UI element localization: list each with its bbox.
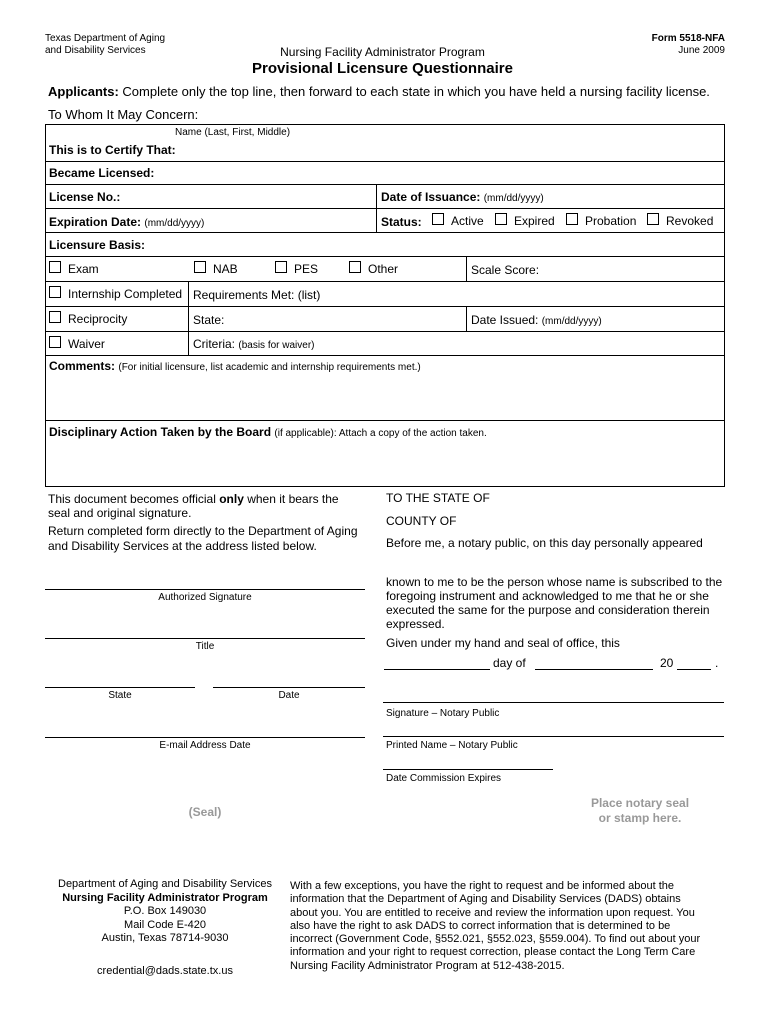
- date-line: [213, 687, 365, 688]
- status-expired-label: Expired: [514, 214, 555, 228]
- agency-name-line2: and Disability Services: [45, 45, 146, 56]
- form-number: Form 5518-NFA: [651, 33, 725, 44]
- date-issued-format-hint: (mm/dd/yyyy): [541, 316, 602, 327]
- status-active-label: Active: [451, 214, 484, 228]
- comments-field[interactable]: [49, 375, 719, 417]
- return-instructions-line2: and Disability Services at the address listed below.: [48, 539, 317, 553]
- privacy-line: incorrect (Government Code, §552.021, §552.023, §559.004). To find out about your: [290, 933, 701, 946]
- notary-year-field[interactable]: [677, 654, 711, 670]
- official-notice-line2: seal and original signature.: [48, 506, 192, 520]
- notary-county-field[interactable]: [465, 512, 720, 530]
- basis-nab-label: NAB: [213, 262, 238, 276]
- applicants-text: Complete only the top line, then forward to each state in which you have held a nursing facility license.: [122, 84, 710, 99]
- comments: [49, 359, 421, 373]
- expiration-date: [49, 215, 204, 229]
- internship-label: Internship Completed: [68, 287, 183, 301]
- title-field[interactable]: [45, 621, 365, 639]
- appeared-person-field[interactable]: [386, 553, 720, 571]
- return-instructions-line1: Return completed form directly to the Department of Aging: [48, 524, 358, 538]
- commission-expires-field[interactable]: [383, 751, 553, 769]
- authorized-signature-field[interactable]: [45, 572, 365, 590]
- notary-printed-name-label: Printed Name – Notary Public: [386, 740, 518, 751]
- authorized-signature-label: Authorized Signature: [158, 592, 252, 603]
- became-licensed-field[interactable]: [160, 164, 720, 182]
- requirements-met-field[interactable]: [330, 285, 720, 303]
- disciplinary-field[interactable]: [49, 442, 719, 482]
- criteria-hint: (basis for waiver): [238, 340, 315, 351]
- disciplinary-action: [49, 425, 487, 439]
- agency-name-line1: Texas Department of Aging: [45, 33, 166, 44]
- notary-acknowledgment-line: executed the same for the purpose and consideration therein: [386, 603, 710, 617]
- requirements-met-label: Requirements Met: (list): [193, 288, 321, 302]
- address-line: Nursing Facility Administrator Program: [62, 891, 268, 904]
- privacy-line: about you. You are entitled to receive and review the information upon request. You: [290, 906, 695, 919]
- address-line: Mail Code E-420: [124, 918, 206, 931]
- date-signature-field[interactable]: [213, 670, 365, 688]
- year-prefix: 20: [660, 656, 674, 670]
- notary-day-field[interactable]: [384, 654, 490, 670]
- salutation: To Whom It May Concern:: [48, 107, 199, 122]
- date-format-hint: (mm/dd/yyyy): [483, 193, 544, 204]
- license-number-label: License No.:: [49, 190, 121, 204]
- date-of-issuance-field[interactable]: [545, 188, 720, 206]
- date-of-issuance: [381, 190, 544, 204]
- date-issued-label: Date Issued:: [471, 313, 539, 327]
- address-line: Department of Aging and Disability Services: [58, 878, 272, 890]
- notary-seal-placeholder-line1: Place notary seal: [590, 796, 690, 810]
- notary-signature-label: Signature – Notary Public: [386, 708, 500, 719]
- contact-email[interactable]: credential@dads.state.tx.us: [97, 965, 233, 977]
- date-of-issuance-label: Date of Issuance:: [381, 190, 481, 204]
- address-line: P.O. Box 149030: [123, 905, 207, 917]
- waiver-checkbox[interactable]: [49, 336, 61, 348]
- privacy-line: also have the right to ask DADS to correct information that is determined to be: [290, 919, 671, 932]
- email-date-line: [45, 737, 365, 738]
- basis-nab-checkbox[interactable]: [194, 261, 206, 273]
- official-notice-post: when it bears the: [247, 492, 339, 506]
- mailing-address: [45, 878, 285, 946]
- commission-expires-label: Date Commission Expires: [386, 773, 502, 784]
- disciplinary-label: Disciplinary Action Taken by the Board: [49, 425, 272, 439]
- applicants-instructions: [48, 84, 710, 99]
- official-notice-emphasis: only: [219, 492, 244, 506]
- official-notice-pre: This document becomes official: [48, 492, 216, 506]
- date-issued-field[interactable]: [600, 310, 720, 328]
- privacy-line: With a few exceptions, you have the right to request and be informed about the: [290, 880, 675, 892]
- year-period: .: [715, 656, 719, 670]
- expiration-date-field[interactable]: [210, 212, 370, 230]
- scale-score-field[interactable]: [540, 260, 720, 278]
- basis-pes-label: PES: [294, 262, 319, 276]
- state-signature-label: State: [108, 690, 132, 701]
- notary-year-line: [677, 669, 711, 670]
- notary-signature-field[interactable]: [383, 684, 724, 702]
- reciprocity-state-field[interactable]: [230, 310, 460, 328]
- notary-day-line: [384, 669, 490, 670]
- notary-acknowledgment-line: known to me to be the person whose name is subscribed to the: [386, 575, 723, 589]
- basis-pes-checkbox[interactable]: [275, 261, 287, 273]
- basis-exam-label: Exam: [68, 262, 99, 276]
- form-date: June 2009: [678, 45, 725, 56]
- title-line: [45, 638, 365, 639]
- name-format-hint: Name (Last, First, Middle): [175, 127, 291, 138]
- internship-checkbox[interactable]: [49, 286, 61, 298]
- basis-exam-checkbox[interactable]: [49, 261, 61, 273]
- status-probation-label: Probation: [585, 214, 637, 228]
- notary-given-under: Given under my hand and seal of office, this: [386, 636, 620, 650]
- basis-other-checkbox[interactable]: [349, 261, 361, 273]
- expiration-date-label: Expiration Date:: [49, 215, 142, 229]
- status-probation-checkbox[interactable]: [566, 213, 578, 225]
- disciplinary-hint: (if applicable): Attach a copy of the action taken.: [274, 428, 487, 439]
- comments-hint: (For initial licensure, list academic and internship requirements met.): [118, 362, 421, 373]
- reciprocity-checkbox[interactable]: [49, 311, 61, 323]
- expiration-date-format-hint: (mm/dd/yyyy): [144, 218, 205, 229]
- privacy-notice: [290, 880, 700, 973]
- notary-county-label: COUNTY OF: [386, 514, 457, 528]
- certify-label: This is to Certify That:: [49, 143, 176, 157]
- date-issued: [471, 313, 602, 327]
- authorized-signature-line: [45, 589, 365, 590]
- reciprocity-label: Reciprocity: [68, 312, 128, 326]
- privacy-line: information that the Department of Aging and Disability Services (DADS) obtains: [290, 893, 681, 906]
- notary-state-label: TO THE STATE OF: [386, 491, 490, 505]
- state-label: State:: [193, 313, 225, 327]
- status-expired-checkbox[interactable]: [495, 213, 507, 225]
- day-of-label: day of: [493, 656, 526, 670]
- notary-state-field[interactable]: [500, 489, 720, 507]
- seal-placeholder: (Seal): [188, 805, 222, 819]
- applicants-label: Applicants:: [48, 84, 119, 99]
- status-revoked-label: Revoked: [666, 214, 714, 228]
- email-date-label: E-mail Address Date: [159, 740, 251, 751]
- program-name: Nursing Facility Administrator Program: [280, 45, 485, 59]
- privacy-line: Nursing Facility Administrator Program at 512-438-2015.: [290, 959, 565, 972]
- notary-month-line: [535, 669, 653, 670]
- notary-printed-name-line: [383, 736, 724, 737]
- notary-month-field[interactable]: [535, 654, 653, 670]
- licensure-basis-label: Licensure Basis:: [49, 238, 146, 252]
- comments-label: Comments:: [49, 359, 116, 373]
- status-label: Status:: [381, 215, 422, 229]
- notary-signature-line: [383, 702, 724, 703]
- notary-acknowledgment-line: expressed.: [386, 617, 445, 631]
- status-active-checkbox[interactable]: [432, 213, 444, 225]
- privacy-line: information and your right to request correction, please contact the Long Term Care: [290, 946, 696, 959]
- criteria-field[interactable]: [320, 334, 720, 352]
- notary-printed-name-field[interactable]: [383, 719, 724, 737]
- license-number-field[interactable]: [130, 188, 370, 206]
- criteria-label: Criteria:: [193, 337, 236, 351]
- state-signature-field[interactable]: [45, 670, 195, 688]
- state-line: [45, 687, 195, 688]
- title-label: Title: [195, 641, 215, 652]
- email-date-field[interactable]: [45, 720, 365, 738]
- address-line: Austin, Texas 78714-9030: [101, 932, 229, 944]
- notary-acknowledgment: [386, 575, 722, 631]
- became-licensed-label: Became Licensed:: [49, 166, 155, 180]
- notary-acknowledgment-line: foregoing instrument and acknowledged to me that he or she: [386, 589, 709, 603]
- scale-score-label: Scale Score:: [471, 263, 540, 277]
- notary-before-me: Before me, a notary public, on this day personally appeared: [386, 536, 703, 550]
- official-notice-line1: [48, 492, 339, 506]
- basis-other-label: Other: [368, 262, 399, 276]
- criteria: [193, 337, 315, 351]
- date-signature-label: Date: [278, 690, 300, 701]
- status-revoked-checkbox[interactable]: [647, 213, 659, 225]
- page-title: Provisional Licensure Questionnaire: [252, 60, 513, 77]
- waiver-label: Waiver: [68, 337, 105, 351]
- commission-expires-line: [383, 769, 553, 770]
- notary-seal-placeholder-line2: or stamp here.: [598, 811, 682, 825]
- applicant-name-field[interactable]: [240, 139, 710, 157]
